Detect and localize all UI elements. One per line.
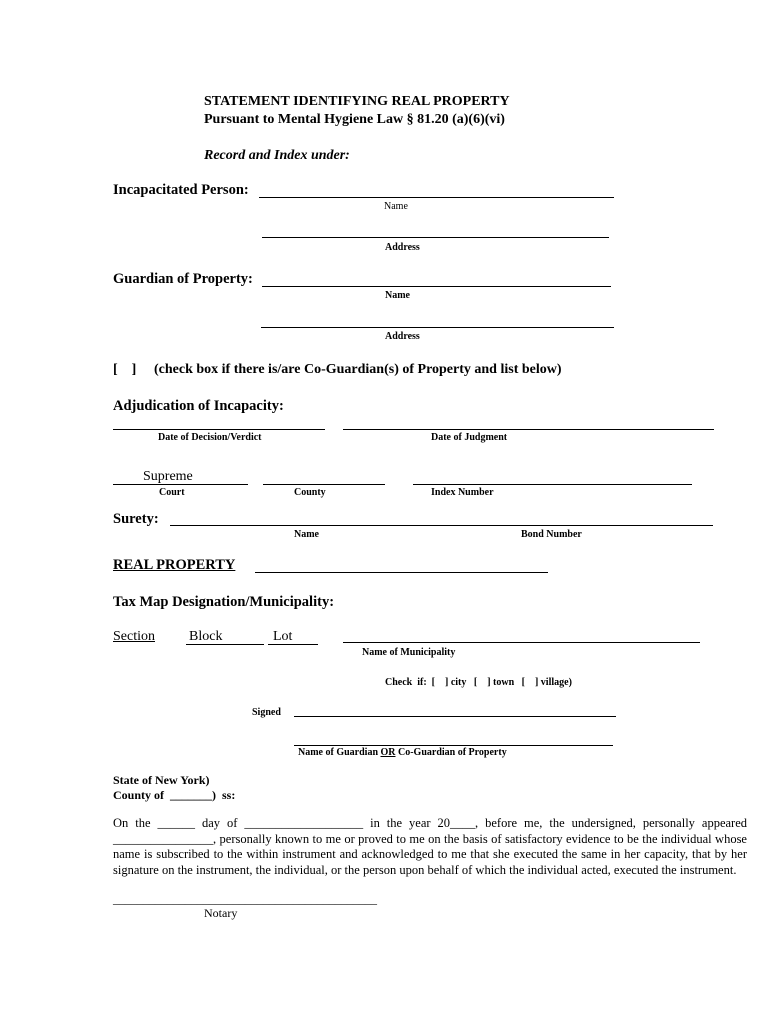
guardian-name-caption-bottom: Name of Guardian OR Co-Guardian of Property: [298, 747, 507, 758]
county-caption: County: [294, 487, 326, 498]
municipality-caption: Name of Municipality: [362, 647, 456, 658]
surety-line[interactable]: [170, 525, 713, 526]
court-value: Supreme: [143, 469, 193, 484]
signature-line[interactable]: [294, 716, 616, 717]
block-field[interactable]: Block: [189, 629, 223, 644]
signed-label: Signed: [252, 707, 281, 718]
venue-county: County of _______) ss:: [113, 788, 236, 802]
incapacitated-address-line[interactable]: [262, 237, 609, 238]
record-index-label: Record and Index under:: [204, 148, 350, 163]
incapacitated-person-label: Incapacitated Person:: [113, 182, 249, 198]
incapacitated-name-caption: Name: [384, 201, 408, 212]
date-decision-line[interactable]: [113, 429, 325, 430]
date-judgment-line[interactable]: [343, 429, 714, 430]
lot-line: [268, 644, 318, 645]
surety-label: Surety:: [113, 511, 159, 527]
venue-state: State of New York): [113, 773, 210, 787]
incapacitated-name-line[interactable]: [259, 197, 614, 198]
date-judgment-caption: Date of Judgment: [431, 432, 508, 443]
guardian-printed-name-line[interactable]: [294, 745, 613, 746]
tax-map-label: Tax Map Designation/Municipality:: [113, 594, 335, 610]
block-line: [186, 644, 264, 645]
adjudication-label: Adjudication of Incapacity:: [113, 398, 284, 414]
guardian-property-label: Guardian of Property:: [113, 271, 253, 287]
municipality-type-checkboxes[interactable]: Check if: [ ] city [ ] town [ ] village): [385, 677, 572, 688]
bond-number-caption: Bond Number: [521, 529, 582, 540]
county-line[interactable]: [263, 484, 385, 485]
document-title: STATEMENT IDENTIFYING REAL PROPERTY: [204, 94, 510, 109]
index-number-line[interactable]: [413, 484, 692, 485]
guardian-name-line[interactable]: [262, 286, 611, 287]
real-property-heading: REAL PROPERTY: [113, 557, 236, 573]
section-field[interactable]: Section: [113, 629, 155, 644]
lot-field[interactable]: Lot: [273, 629, 293, 644]
municipality-line[interactable]: [343, 642, 700, 643]
date-decision-caption: Date of Decision/Verdict: [158, 432, 262, 443]
guardian-name-caption: Name: [385, 290, 410, 301]
notary-label: Notary: [204, 906, 238, 920]
court-caption: Court: [159, 487, 185, 498]
incapacitated-address-caption: Address: [385, 242, 420, 253]
guardian-address-caption: Address: [385, 331, 420, 342]
coguardian-checkbox[interactable]: [ ]: [113, 362, 137, 377]
surety-name-caption: Name: [294, 529, 319, 540]
document-subtitle: Pursuant to Mental Hygiene Law § 81.20 (a)(6)(vi): [204, 112, 505, 127]
index-number-caption: Index Number: [431, 487, 494, 498]
guardian-address-line[interactable]: [261, 327, 614, 328]
coguardian-instruction: (check box if there is/are Co-Guardian(s) of Property and list below): [154, 362, 562, 377]
real-property-line[interactable]: [255, 572, 548, 573]
acknowledgment-paragraph: On the ______ day of ___________________ in the year 20____, before me, the undersigned, personally appeared ________________, personally known to me or proved to me on the basis of satisfactory evidence to be the individual whose name is subscribed to the within instrument and acknowledged to me that she executed the same in her capacity, that by her signature on the instrument, the individual, or the person upon behalf of which the individual acted, executed the instrument.: [113, 816, 747, 877]
court-line[interactable]: [113, 484, 248, 485]
notary-signature-line[interactable]: ____________________________________________: [113, 892, 377, 906]
